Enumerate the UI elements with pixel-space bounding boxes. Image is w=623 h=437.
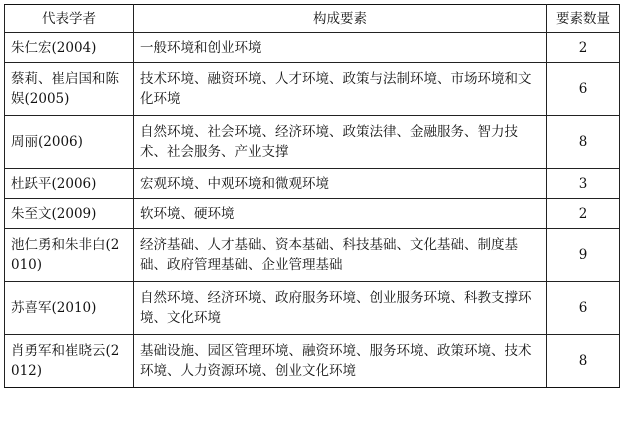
- count-cell: 9: [547, 229, 620, 282]
- scholar-cell: 蔡莉、崔启国和陈娱(2005): [5, 63, 134, 116]
- elements-cell: 经济基础、人才基础、资本基础、科技基础、文化基础、制度基础、政府管理基础、企业管理基础: [134, 229, 547, 282]
- table-row: [5, 229, 620, 282]
- count-cell: 8: [547, 335, 620, 388]
- count-cell: 6: [547, 63, 620, 116]
- table-row: [5, 169, 620, 199]
- table-row: [5, 33, 620, 63]
- elements-cell: 技术环境、融资环境、人才环境、政策与法制环境、市场环境和文化环境: [134, 63, 547, 116]
- elements-cell: 自然环境、社会环境、经济环境、政策法律、金融服务、智力技术、社会服务、产业支撑: [134, 116, 547, 169]
- count-cell: 3: [547, 169, 620, 199]
- elements-cell: 宏观环境、中观环境和微观环境: [134, 169, 547, 199]
- table-row: [5, 282, 620, 335]
- header-scholar: 代表学者: [5, 5, 134, 33]
- count-cell: 2: [547, 199, 620, 229]
- scholar-cell: 苏喜军(2010): [5, 282, 134, 335]
- scholar-cell: 肖勇军和崔晓云(2012): [5, 335, 134, 388]
- elements-cell: 软环境、硬环境: [134, 199, 547, 229]
- table-row: [5, 116, 620, 169]
- elements-cell: 自然环境、经济环境、政府服务环境、创业服务环境、科教支撑环境、文化环境: [134, 282, 547, 335]
- count-cell: 2: [547, 33, 620, 63]
- header-count: 要素数量: [547, 5, 620, 33]
- header-elements: 构成要素: [134, 5, 547, 33]
- table-row: [5, 63, 620, 116]
- count-cell: 6: [547, 282, 620, 335]
- scholar-cell: 朱至文(2009): [5, 199, 134, 229]
- table-header: [5, 5, 620, 33]
- header-row: [5, 5, 620, 33]
- table-row: [5, 199, 620, 229]
- scholar-cell: 池仁勇和朱非白(2010): [5, 229, 134, 282]
- elements-cell: 一般环境和创业环境: [134, 33, 547, 63]
- scholar-cell: 杜跃平(2006): [5, 169, 134, 199]
- table-body: [5, 33, 620, 388]
- scholar-cell: 朱仁宏(2004): [5, 33, 134, 63]
- elements-table: [4, 4, 620, 388]
- elements-cell: 基础设施、园区管理环境、融资环境、服务环境、政策环境、技术环境、人力资源环境、创业文化环境: [134, 335, 547, 388]
- scholar-cell: 周丽(2006): [5, 116, 134, 169]
- count-cell: 8: [547, 116, 620, 169]
- table-row: [5, 335, 620, 388]
